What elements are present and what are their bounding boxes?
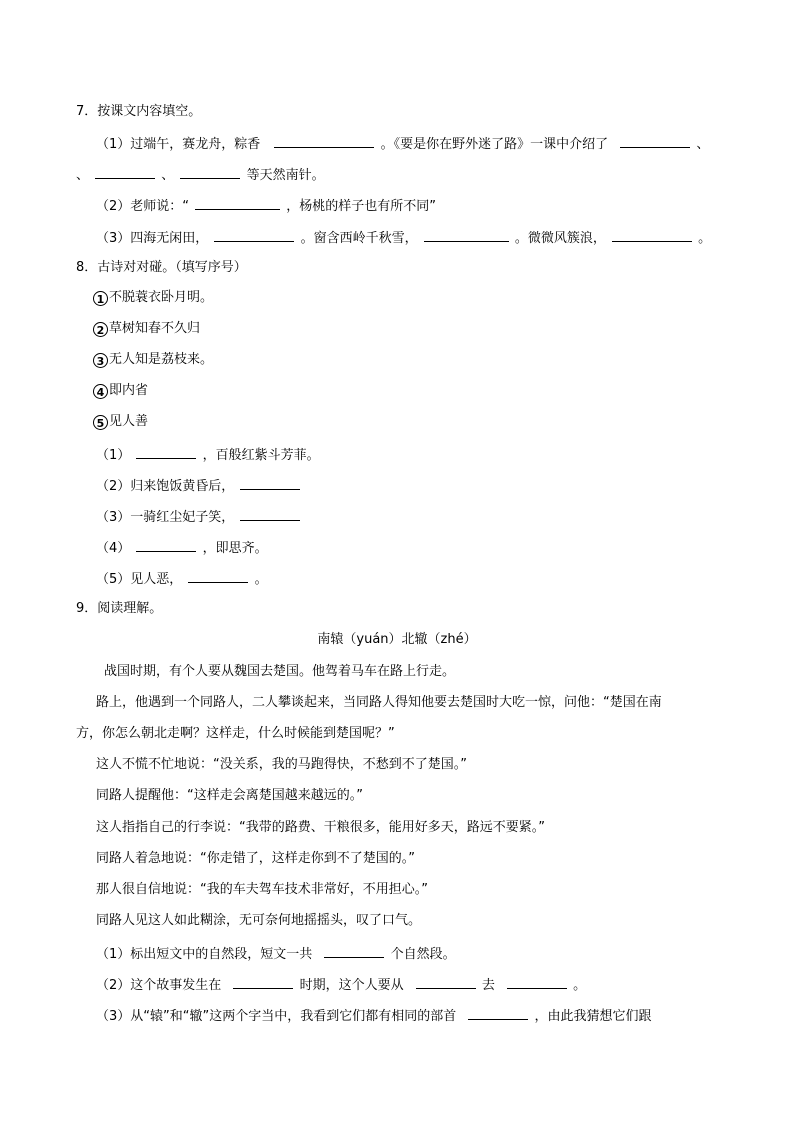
q8-sub-5-text-a: （5）见人恶， (96, 572, 183, 587)
q9-sub-3-text-a: （3）从“辕”和“辙”这两个字当中，我看到它们都有相同的部首 (96, 1009, 457, 1024)
q9-sub-1-text-b: 个自然段。 (390, 947, 456, 962)
q7-item-3-text-d: 。 (698, 231, 712, 246)
q8-heading: 8．古诗对对碰。（填写序号） (76, 260, 247, 275)
q9-blank-1[interactable] (324, 945, 384, 958)
q9-sub-1-text-a: （1）标出短文中的自然段，短文一共 (96, 947, 313, 962)
q9-sub-1 (96, 945, 456, 963)
passage-para-1: 战国时期，有个人要从魏国去楚国。他驾着马车在路上行走。 (104, 664, 456, 679)
passage-para-7: 那人很自信地说：“我的车夫驾车技术非常好，不用担心。” (96, 882, 428, 897)
q7-item-3-text-c: 。微微风簇浪， (514, 231, 606, 246)
q8-sub-5 (96, 570, 268, 588)
q7-item-1-text-e: 、 (161, 168, 175, 183)
q8-sub-3 (96, 508, 302, 526)
q9-blank-2[interactable] (233, 976, 293, 989)
q8-option-1-text: 不脱蓑衣卧月明。 (109, 290, 214, 305)
q7-blank-1[interactable] (274, 135, 374, 148)
q7-blank-6[interactable] (214, 229, 294, 242)
q9-sub-2 (96, 976, 586, 994)
q8-option-3 (93, 352, 213, 368)
q8-sub-2 (96, 477, 302, 495)
q7-heading: 7．按课文内容填空。 (76, 104, 202, 119)
q7-item-1-line-2 (76, 166, 325, 184)
q8-option-1 (93, 290, 213, 306)
passage-para-2-line-2: 方，你怎么朝北走啊？这样走，什么时候能到楚国呢？” (76, 726, 395, 741)
q8-blank-2[interactable] (240, 477, 300, 490)
q8-option-3-text: 无人知是荔枝来。 (109, 352, 214, 367)
q7-blank-5[interactable] (195, 197, 280, 210)
q7-item-1-text-b: 。《要是你在野外迷了路》一课中介绍了 (380, 137, 609, 152)
circled-number-3: 3 (93, 353, 108, 368)
q7-item-1-text-f: 等天然南针。 (246, 168, 325, 183)
q7-item-2-text-b: ，杨桃的样子也有所不同” (286, 199, 437, 214)
q8-option-2-text: 草树知春不久归 (109, 321, 201, 336)
passage-para-8: 同路人见这人如此糊涂，无可奈何地摇摇头，叹了口气。 (96, 913, 422, 928)
q7-item-2-text-a: （2）老师说：“ (96, 199, 190, 214)
passage-para-2-line-1: 路上，他遇到一个同路人，二人攀谈起来，当同路人得知他要去楚国时大吃一惊，问他：“楚国在南 (96, 695, 662, 710)
q7-item-1-text-c: 、 (696, 137, 710, 152)
q7-item-3 (96, 229, 711, 247)
q7-item-3-text-b: 。窗含西岭千秋雪， (300, 231, 418, 246)
q8-sub-1-text-b: ，百般红紫斗芳菲。 (202, 448, 320, 463)
circled-number-1: 1 (93, 291, 108, 306)
q8-blank-1[interactable] (136, 446, 196, 459)
q7-blank-8[interactable] (612, 229, 692, 242)
q8-sub-1 (96, 446, 320, 464)
q9-sub-2-text-c: 去 (481, 978, 495, 993)
q8-blank-3[interactable] (240, 508, 300, 521)
q8-option-5 (93, 414, 148, 430)
circled-number-5: 5 (93, 415, 108, 430)
circled-number-2: 2 (93, 322, 108, 337)
q9-sub-2-text-b: 时期，这个人要从 (299, 978, 404, 993)
q9-blank-4[interactable] (507, 976, 567, 989)
q8-sub-4 (96, 539, 268, 557)
q8-sub-4-text-a: （4） (96, 541, 131, 556)
q7-item-1-line-1 (96, 135, 709, 153)
q8-blank-4[interactable] (136, 539, 196, 552)
circled-number-4: 4 (93, 384, 108, 399)
q8-option-4 (93, 383, 148, 399)
passage-para-4: 同路人提醒他：“这样走会离楚国越来越远的。” (96, 788, 363, 803)
q9-blank-5[interactable] (468, 1007, 528, 1020)
q9-sub-2-text-d: 。 (573, 978, 587, 993)
q7-item-1-text-d: 、 (76, 168, 90, 183)
q8-option-2 (93, 321, 200, 337)
q8-sub-5-text-b: 。 (254, 572, 268, 587)
q8-option-4-text: 即内省 (109, 383, 149, 398)
q7-item-3-text-a: （3）四海无闲田， (96, 231, 209, 246)
q7-item-2 (96, 197, 436, 215)
q8-sub-4-text-b: ，即思齐。 (202, 541, 268, 556)
q7-blank-3[interactable] (95, 166, 155, 179)
q7-item-1-text-a: （1）过端午，赛龙舟，粽香 (96, 137, 261, 152)
q9-heading: 9．阅读理解。 (76, 601, 163, 616)
passage-para-3: 这人不慌不忙地说：“没关系，我的马跑得快，不愁到不了楚国。” (96, 757, 467, 772)
q9-sub-2-text-a: （2）这个故事发生在 (96, 978, 222, 993)
q8-sub-3-text-a: （3）一骑红尘妃子笑， (96, 510, 235, 525)
q9-blank-3[interactable] (416, 976, 476, 989)
q7-blank-7[interactable] (424, 229, 509, 242)
q8-blank-5[interactable] (188, 570, 248, 583)
q8-option-5-text: 见人善 (109, 414, 149, 429)
q9-sub-3 (96, 1007, 652, 1025)
q7-blank-4[interactable] (180, 166, 240, 179)
q8-sub-1-text-a: （1） (96, 448, 131, 463)
q9-sub-3-text-b: ，由此我猜想它们跟 (534, 1009, 652, 1024)
passage-title: 南辕（yuán）北辙（zhé） (317, 632, 477, 647)
q7-blank-2[interactable] (620, 135, 690, 148)
passage-para-5: 这人指指自己的行李说：“我带的路费、干粮很多，能用好多天，路远不要紧。” (96, 820, 545, 835)
q8-sub-2-text-a: （2）归来饱饭黄昏后， (96, 479, 235, 494)
passage-para-6: 同路人着急地说：“你走错了，这样走你到不了楚国的。” (96, 851, 415, 866)
